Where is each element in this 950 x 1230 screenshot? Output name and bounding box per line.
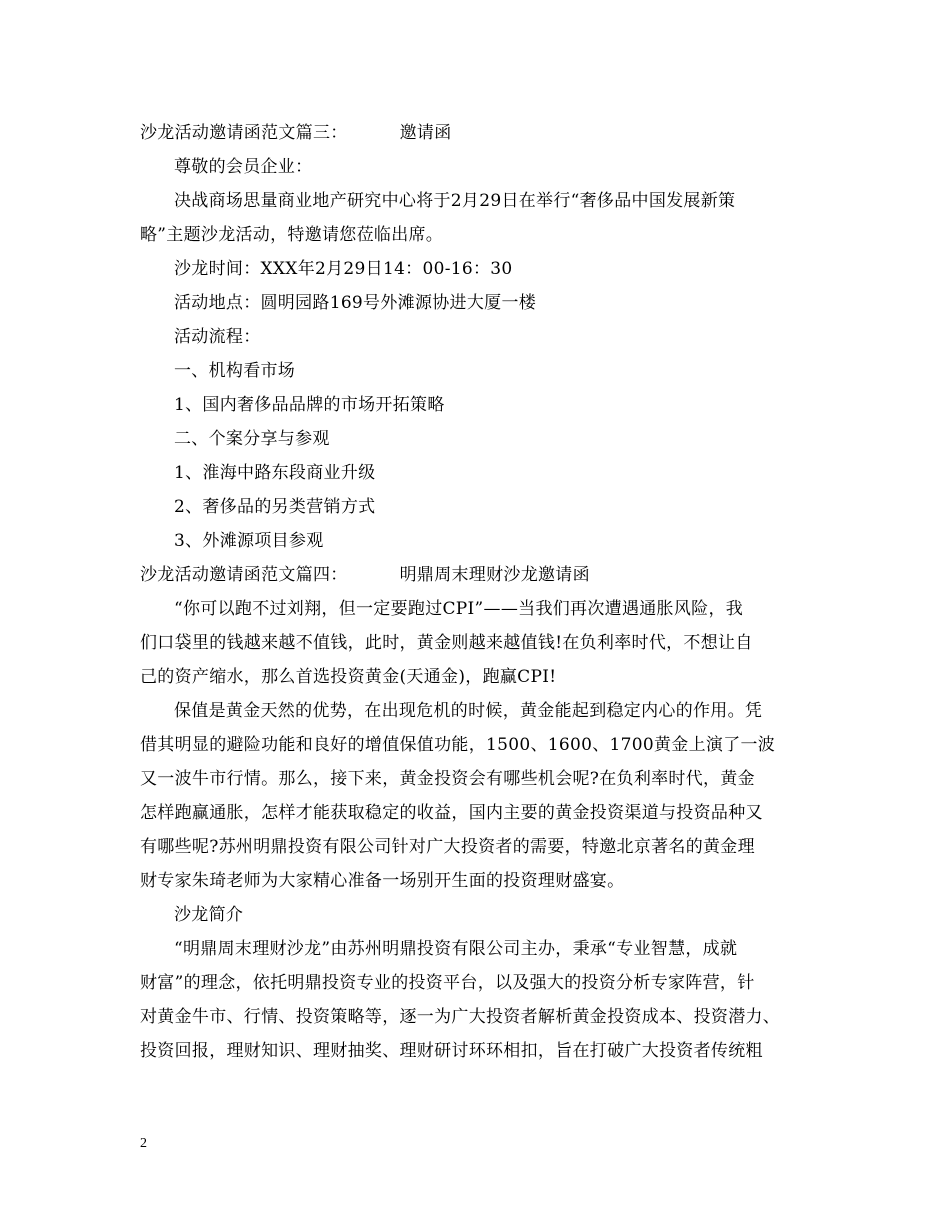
paragraph-2-line: 怎样跑赢通胀，怎样才能获取稳定的收益，国内主要的黄金投资渠道与投资品种又 [140,803,763,823]
process-item: 一、机构看市场 [174,361,296,381]
section-4-heading-title: 明鼎周末理财沙龙邀请函 [399,565,590,585]
process-item: 2、奢侈品的另类营销方式 [174,497,376,517]
process-item: 3、外滩源项目参观 [174,531,324,551]
paragraph-1-line: 们口袋里的钱越来越不值钱，此时，黄金则越来越值钱!在负利率时代，不想让自 [140,633,753,653]
paragraph-1-line: 己的资产缩水，那么首选投资黄金(天通金)，跑赢CPI! [140,667,557,687]
paragraph-2-line: 借其明显的避险功能和良好的增值保值功能，1500、1600、1700黄金上演了一波 [140,735,776,755]
process-title: 活动流程： [174,327,261,347]
process-item: 二、个案分享与参观 [174,429,330,449]
intro-line-2: 略”主题沙龙活动，特邀请您莅临出席。 [140,225,444,245]
salon-intro-title: 沙龙简介 [174,905,244,925]
paragraph-3-line: 财富”的理念，依托明鼎投资专业的投资平台，以及强大的投资分析专家阵营，针 [140,973,755,993]
salon-time: 沙龙时间：XXX年2月29日14：00-16：30 [174,259,513,279]
page-number: 2 [140,1136,147,1151]
paragraph-3-line: 对黄金牛市、行情、投资策略等，逐一为广大投资者解析黄金投资成本、投资潜力、 [140,1007,781,1027]
process-item: 1、国内奢侈品品牌的市场开拓策略 [174,395,445,415]
paragraph-1-line: “你可以跑不过刘翔，但一定要跑过CPI”——当我们再次遭遇通胀风险，我 [174,599,744,619]
section-3-heading-label: 沙龙活动邀请函范文篇三： [140,123,348,143]
document-body [140,116,830,1068]
section-3-heading [140,116,830,150]
section-4-heading-label: 沙龙活动邀请函范文篇四： [140,565,348,585]
section-4-heading [140,558,830,592]
section-3-heading-title: 邀请函 [399,123,452,143]
paragraph-3-line: 投资回报，理财知识、理财抽奖、理财研讨环环相扣，旨在打破广大投资者传统粗 [140,1041,763,1061]
greeting: 尊敬的会员企业： [174,157,313,177]
paragraph-2-line: 有哪些呢?苏州明鼎投资有限公司针对广大投资者的需要，特邀北京著名的黄金理 [140,837,755,857]
process-item: 1、淮海中路东段商业升级 [174,463,376,483]
paragraph-2-line: 保值是黄金天然的优势，在出现危机的时候，黄金能起到稳定内心的作用。凭 [174,701,763,721]
intro-line-1: 决战商场思量商业地产研究中心将于2月29日在举行“奢侈品中国发展新策 [174,191,736,211]
paragraph-2-line: 财专家朱琦老师为大家精心准备一场别开生面的投资理财盛宴。 [140,871,625,891]
paragraph-3-line: “明鼎周末理财沙龙”由苏州明鼎投资有限公司主办，秉承“专业智慧，成就 [174,939,738,959]
paragraph-2-line: 又一波牛市行情。那么，接下来，黄金投资会有哪些机会呢?在负利率时代，黄金 [140,769,755,789]
activity-place: 活动地点：圆明园路169号外滩源协进大厦一楼 [174,293,537,313]
